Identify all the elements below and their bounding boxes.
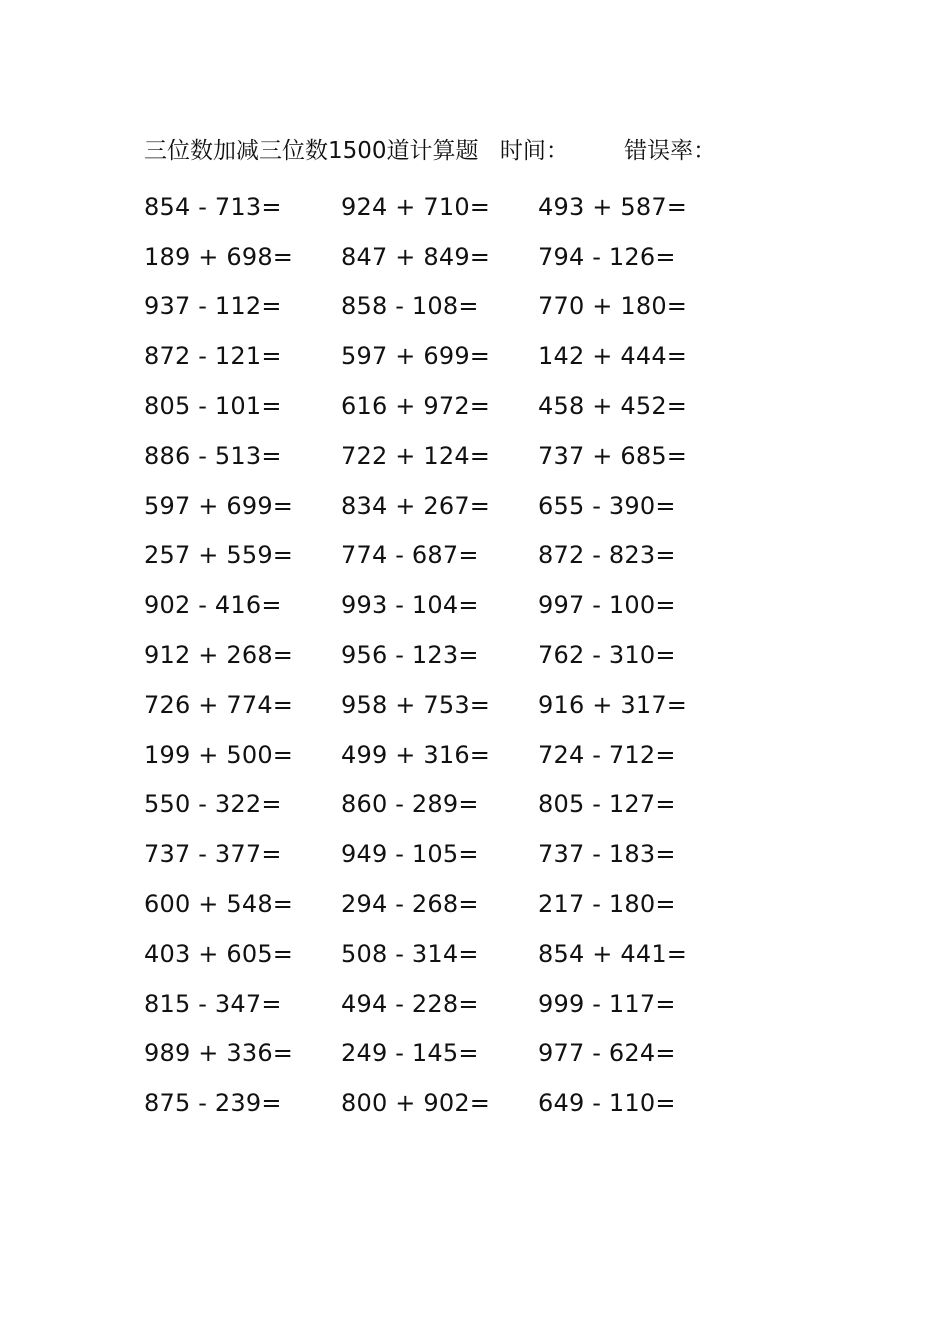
problem-item: 956 - 123=	[341, 641, 479, 670]
problem-item: 872 - 823=	[538, 541, 676, 570]
problem-item: 737 - 183=	[538, 840, 676, 869]
problem-item: 508 - 314=	[341, 939, 479, 968]
problem-item: 902 - 416=	[144, 591, 282, 620]
problem-row	[144, 929, 764, 979]
problem-grid	[144, 182, 764, 1128]
problem-row	[144, 829, 764, 879]
problem-item: 997 - 100=	[538, 591, 676, 620]
problem-item: 655 - 390=	[538, 491, 676, 520]
time-label: 时间：	[499, 138, 569, 164]
problem-row	[144, 580, 764, 630]
problem-row	[144, 182, 764, 232]
problem-row	[144, 431, 764, 481]
problem-item: 805 - 127=	[538, 790, 676, 819]
problem-row	[144, 879, 764, 929]
error-rate-label: 错误率：	[624, 138, 717, 164]
problem-row	[144, 680, 764, 730]
problem-item: 499 + 316=	[341, 740, 491, 769]
problem-row	[144, 1029, 764, 1079]
problem-item: 762 - 310=	[538, 641, 676, 670]
problem-item: 875 - 239=	[144, 1089, 282, 1118]
problem-item: 977 - 624=	[538, 1039, 676, 1068]
problem-row	[144, 232, 764, 282]
problem-item: 774 - 687=	[341, 541, 479, 570]
problem-item: 949 - 105=	[341, 840, 479, 869]
problem-item: 722 + 124=	[341, 441, 491, 470]
problem-item: 649 - 110=	[538, 1089, 676, 1118]
problem-row	[144, 481, 764, 531]
problem-item: 999 - 117=	[538, 989, 676, 1018]
problem-item: 958 + 753=	[341, 690, 491, 719]
problem-item: 550 - 322=	[144, 790, 282, 819]
problem-item: 800 + 902=	[341, 1089, 491, 1118]
problem-item: 872 - 121=	[144, 342, 282, 371]
problem-item: 257 + 559=	[144, 541, 294, 570]
problem-item: 494 - 228=	[341, 989, 479, 1018]
problem-item: 834 + 267=	[341, 491, 491, 520]
problem-row	[144, 730, 764, 780]
problem-item: 597 + 699=	[144, 491, 294, 520]
problem-row	[144, 1078, 764, 1128]
problem-item: 860 - 289=	[341, 790, 479, 819]
problem-item: 854 + 441=	[538, 939, 688, 968]
problem-row	[144, 381, 764, 431]
problem-item: 199 + 500=	[144, 740, 294, 769]
problem-item: 794 - 126=	[538, 242, 676, 271]
problem-item: 770 + 180=	[538, 292, 688, 321]
problem-item: 403 + 605=	[144, 939, 294, 968]
problem-item: 724 - 712=	[538, 740, 676, 769]
problem-item: 600 + 548=	[144, 890, 294, 919]
problem-row	[144, 630, 764, 680]
problem-row	[144, 531, 764, 581]
problem-item: 912 + 268=	[144, 641, 294, 670]
worksheet-title: 三位数加减三位数1500道计算题	[144, 138, 479, 164]
problem-item: 189 + 698=	[144, 242, 294, 271]
problem-row	[144, 979, 764, 1029]
problem-item: 989 + 336=	[144, 1039, 294, 1068]
problem-item: 493 + 587=	[538, 192, 688, 221]
problem-row	[144, 780, 764, 830]
problem-item: 737 - 377=	[144, 840, 282, 869]
problem-item: 217 - 180=	[538, 890, 676, 919]
problem-item: 854 - 713=	[144, 192, 282, 221]
problem-row	[144, 282, 764, 332]
problem-item: 847 + 849=	[341, 242, 491, 271]
problem-item: 616 + 972=	[341, 392, 491, 421]
problem-item: 924 + 710=	[341, 192, 491, 221]
problem-item: 815 - 347=	[144, 989, 282, 1018]
problem-item: 726 + 774=	[144, 690, 294, 719]
problem-item: 294 - 268=	[341, 890, 479, 919]
problem-item: 937 - 112=	[144, 292, 282, 321]
problem-item: 916 + 317=	[538, 690, 688, 719]
problem-item: 597 + 699=	[341, 342, 491, 371]
problem-item: 886 - 513=	[144, 441, 282, 470]
problem-item: 249 - 145=	[341, 1039, 479, 1068]
problem-item: 458 + 452=	[538, 392, 688, 421]
problem-row	[144, 331, 764, 381]
problem-item: 993 - 104=	[341, 591, 479, 620]
problem-item: 737 + 685=	[538, 441, 688, 470]
worksheet-header	[144, 134, 716, 168]
problem-item: 805 - 101=	[144, 392, 282, 421]
problem-item: 142 + 444=	[538, 342, 688, 371]
problem-item: 858 - 108=	[341, 292, 479, 321]
